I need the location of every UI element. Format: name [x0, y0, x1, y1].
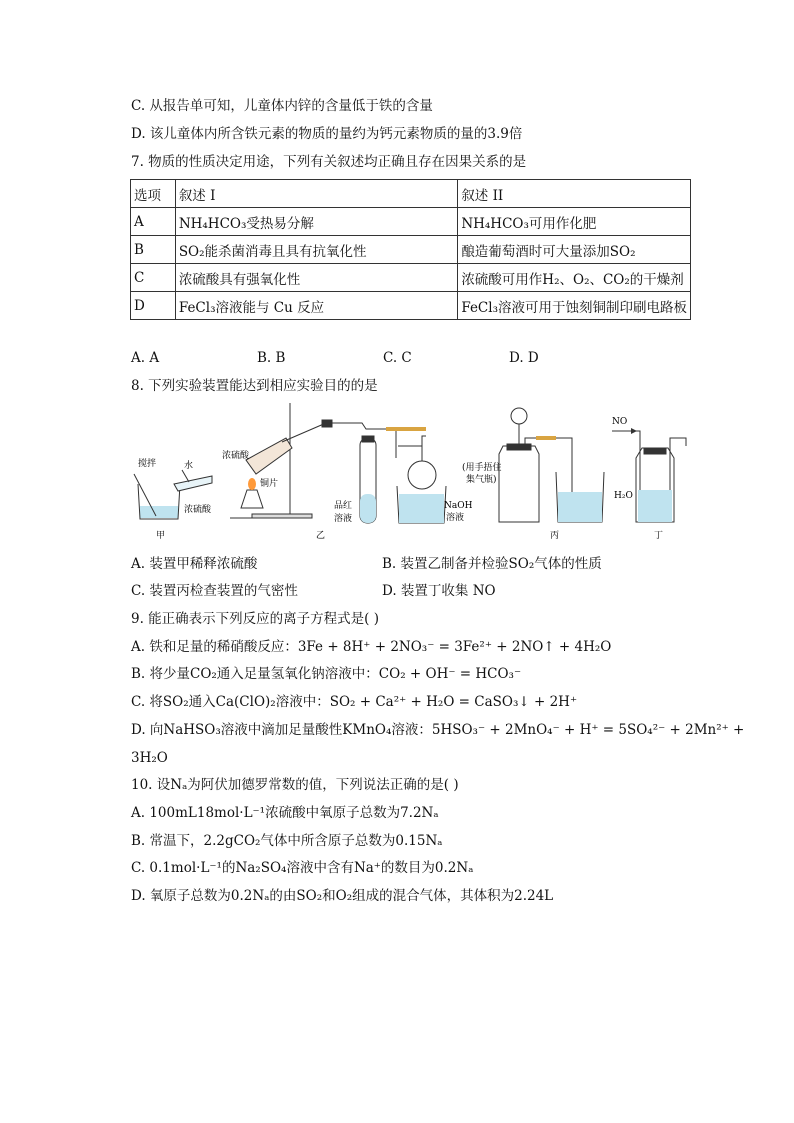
q7-choices	[131, 349, 635, 367]
table-cell: C	[131, 264, 176, 292]
table-cell: A	[131, 208, 176, 236]
table-cell: FeCl₃溶液可用于蚀刻铜制印刷电路板	[458, 292, 691, 320]
q7-table	[130, 179, 691, 320]
label-naoh-solution: 溶液	[446, 513, 465, 523]
table-cell: 浓硫酸可用作H₂、O₂、CO₂的干燥剂	[458, 264, 691, 292]
label-stir: 搅拌	[138, 459, 157, 469]
q8-option-c: C. 装置丙检查装置的气密性	[131, 583, 298, 599]
q9-option-c: C. 将SO₂通入Ca(ClO)₂溶液中：SO₂ + Ca²⁺ + H₂O = CaSO₃↓ + 2H⁺	[131, 694, 578, 710]
table-cell: D	[131, 292, 176, 320]
label-conc-acid: 浓硫酸	[222, 451, 250, 461]
label-water: 水	[184, 461, 194, 471]
q9-option-a: A. 铁和足量的稀硝酸反应：3Fe + 8H⁺ + 2NO₃⁻ = 3Fe²⁺ + 2NO↑ + 4H₂O	[131, 639, 612, 655]
table-cell: SO₂能杀菌消毒且具有抗氧化性	[175, 236, 458, 264]
header-cell: 选项	[131, 180, 176, 208]
table-cell: NH₄HCO₃可用作化肥	[458, 208, 691, 236]
q10-option-c: C. 0.1mol·L⁻¹的Na₂SO₄溶液中含有Na⁺的数目为0.2Nₐ	[131, 860, 474, 876]
q10-option-b: B. 常温下，2.2gCO₂气体中所含原子总数为0.15Nₐ	[131, 833, 443, 849]
label-bing-note2: 集气瓶)	[466, 475, 497, 485]
apparatus-ding	[612, 431, 686, 522]
header-cell: 叙述 I	[175, 180, 458, 208]
label-jia: 甲	[156, 531, 166, 541]
q8-option-b: B. 装置乙制备并检验SO₂气体的性质	[382, 556, 602, 572]
q9-stem: 9. 能正确表示下列反应的离子方程式是( )	[131, 611, 379, 627]
choice-c: C. C	[383, 350, 412, 366]
q8-option-d: D. 装置丁收集 NO	[382, 583, 496, 599]
table-row	[131, 264, 691, 292]
table-header-row	[131, 180, 691, 208]
choice-b: B. B	[257, 350, 286, 366]
q10-option-a: A. 100mL18mol·L⁻¹浓硫酸中氧原子总数为7.2Nₐ	[131, 805, 439, 821]
choice-d: D. D	[509, 350, 539, 366]
choice-a: A. A	[131, 350, 160, 366]
table-row	[131, 292, 691, 320]
q10-option-d: D. 氧原子总数为0.2Nₐ的由SO₂和O₂组成的混合气体，其体积为2.24L	[131, 888, 554, 904]
label-no: NO	[612, 417, 628, 427]
label-yi: 乙	[316, 531, 326, 541]
label-copper: 铜片	[260, 479, 279, 489]
q6-option-d: D. 该儿童体内所含铁元素的物质的量约为钙元素物质的量的3.9倍	[131, 126, 523, 142]
q10-stem: 10. 设Nₐ为阿伏加德罗常数的值，下列说法正确的是( )	[131, 777, 459, 793]
label-pinkred: 品红	[334, 501, 353, 511]
label-bing: 丙	[550, 531, 560, 541]
table-cell: B	[131, 236, 176, 264]
apparatus-bing	[499, 408, 604, 522]
header-cell: 叙述 II	[458, 180, 691, 208]
table-cell: NH₄HCO₃受热易分解	[175, 208, 458, 236]
q7-stem: 7. 物质的性质决定用途，下列有关叙述均正确且存在因果关系的是	[131, 154, 527, 170]
q9-option-d-cont: 3H₂O	[131, 750, 168, 766]
table-cell: 浓硫酸具有强氧化性	[175, 264, 458, 292]
table-cell: FeCl₃溶液能与 Cu 反应	[175, 292, 458, 320]
label-bing-note1: (用手捂住	[462, 463, 502, 473]
label-acid: 浓硫酸	[184, 505, 212, 515]
q9-option-d: D. 向NaHSO₃溶液中滴加足量酸性KMnO₄溶液：5HSO₃⁻ + 2MnO₄⁻ + H⁺ = 5SO₄²⁻ + 2Mn²⁺ +	[131, 722, 745, 738]
q6-option-c: C. 从报告单可知，儿童体内锌的含量低于铁的含量	[131, 98, 433, 114]
q8-option-a: A. 装置甲稀释浓硫酸	[131, 556, 258, 572]
label-solution: 溶液	[334, 514, 353, 524]
table-row	[131, 236, 691, 264]
table-cell: 酿造葡萄酒时可大量添加SO₂	[458, 236, 691, 264]
label-h2o: H₂O	[614, 491, 633, 501]
q8-stem: 8. 下列实验装置能达到相应实验目的的是	[131, 378, 378, 394]
table-row	[131, 208, 691, 236]
label-naoh: NaOH	[444, 501, 473, 511]
q9-option-b: B. 将少量CO₂通入足量氢氧化钠溶液中：CO₂ + OH⁻ = HCO₃⁻	[131, 666, 522, 682]
apparatus-figure	[126, 398, 696, 546]
label-ding: 丁	[654, 531, 664, 541]
